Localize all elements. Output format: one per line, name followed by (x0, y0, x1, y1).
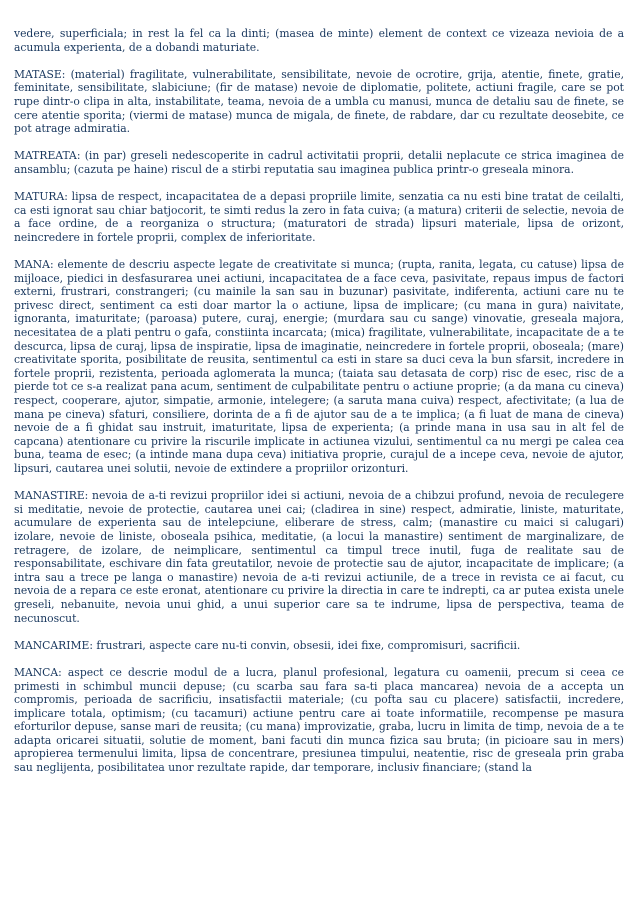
document-page (14, 27, 624, 775)
entry-matreata: MATREATA: (in par) greseli nedescoperite in cadrul activitatii proprii, detalii neplacute ce strica imaginea de ansamblu; (cazuta pe haine) riscul de a stirbi reputatia sau imaginea publica printr-o greseala minora. (14, 149, 624, 176)
entry-manastire: MANASTIRE: nevoia de a-ti revizui propriilor idei si actiuni, nevoia de a chibzui profund, nevoia de reculegere si meditatie, nevoie de protectie, cautarea unei cai; (cladirea in sine) respect, admiratie, liniste, maturitate, acumulare de experienta sau de intelepciune, eliberare de stress, calm; (manastire cu maici si calugari) izolare, nevoie de liniste, oboseala psihica, meditatie, (a locui la manastire) sentiment de marginalizare, de retragere, de izolare, de neimplicare, sentimentul ca timpul trece inutil, fuga de realitate sau de responsabilitate, eschivare din fata greutatilor, nevoie de protectie sau de ajutor, incapacitate de implicare; (a intra sau a trece pe langa o manastire) nevoia de a-ti revizui actiunile, de a trece in revista ce ai facut, cu nevoia de a repara ce este eronat, atentionare cu privire la directia in care te indrepti, ca ar putea exista unele greseli, nebanuite, nevoia unui ghid, a unui superior care sa te indrume, lipsa de perspectiva, teama de necunoscut. (14, 489, 624, 625)
entry-mancarime: MANCARIME: frustrari, aspecte care nu-ti convin, obsesii, idei fixe, compromisuri, sacrificii. (14, 638, 521, 652)
entry-masea-continued: vedere, superficiala; in rest la fel ca la dinti; (masea de minte) element de context ce vizeaza nevioia de a acumula experienta, de a dobandi maturiate. (14, 27, 624, 54)
entry-mana: MANA: elemente de descriu aspecte legate de creativitate si munca; (rupta, ranita, legata, cu catuse) lipsa de mijloace, piedici in desfasurarea unei actiuni, incapacitatea de a face ceva, pasivitate, repaus impus de factori externi, frustrari, constrangeri; (cu mainile la san sau in buzunar) pasivitate, indiferenta, actiuni care nu te privesc direct, sentiment ca esti doar martor la o actiune, lipsa de implicare; (cu mana in gura) naivitate, ignoranta, imaturitate; (paroasa) putere, curaj, energie; (murdara sau cu sange) vinovatie, greseala majora, necesitatea de a plati pentru o gafa, constiinta incarcata; (mica) fragilitate, vulnerabilitate, incapacitate de a te descurca, lipsa de curaj, lipsa de inspiratie, lipsa de imaginatie, neincredere in fortele proprii, oboseala; (mare) creativitate sporita, posibilitate de reusita, sentimentul ca esti in stare sa duci ceva la bun sfarsit, incredere in fortele proprii, rezistenta, perioada aglomerata la munca; (taiata sau detasata de corp) risc de esec, risc de a pierde tot ce s-a realizat pana acum, sentiment de culpabilitate pentru o actiune proprie; (a da mana cu cineva) respect, cooperare, ajutor, simpatie, armonie, intelegere; (a saruta mana cuiva) respect, afectivitate; (a lua de mana pe cineva) sfaturi, consiliere, dorinta de a fi de ajutor sau de a te implica; (a fi luat de mana de cineva) nevoie de a fi ghidat sau instruit, imaturitate, lipsa de experienta; (a prinde mana in usa sau in alt fel de capcana) atentionare cu privire la riscurile implicate in actiunea vizului, sentimentul ca nu mergi pe calea cea buna, teama de esec; (a intinde mana dupa ceva) initiativa proprie, curajul de a incepe ceva, nevoie de ajutor, lipsuri, cautarea unei solutii, nevoie de extindere a propriilor orizonturi. (14, 258, 624, 475)
entry-matura: MATURA: lipsa de respect, incapacitatea de a depasi propriile limite, senzatia ca nu esti bine tratat de ceilalti, ca esti ignorat sau chiar batjocorit, te simti redus la zero in fata cuiva; (a matura) criterii de selectie, nevoia de a face ordine, de a reorganiza o structura; (maturatori de strada) lipsuri materiale, lipsa de orizont, neincredere in fortele proprii, complex de inferioritate. (14, 190, 624, 244)
entry-matase: MATASE: (material) fragilitate, vulnerabilitate, sensibilitate, nevoie de ocrotire, grija, atentie, finete, gratie, feminitate, sensibilitate, slabiciune; (fir de matase) nevoie de diplomatie, politete, actiuni fragile, care se pot rupe dintr-o clipa in alta, instabilitate, teama, nevoia de a umbla cu manusi, munca de detaliu sau de finete, se cere atentie sporita; (viermi de matase) munca de migala, de finete, de rabdare, dar cu rezultate deosebite, ce pot atrage admiratia. (14, 67, 624, 136)
entry-manca: MANCA: aspect ce descrie modul de a lucra, planul profesional, legatura cu oamenii, precum si ceea ce primesti in schimbul muncii depuse; (cu scarba sau fara sa-ti placa mancarea) nevoia de a accepta un compromis, perioada de sacrificiu, insatisfactii materiale; (cu pofta sau cu placere) satisfactii, incredere, implicare totala, optimism; (cu tacamuri) actiune pentru care ai toate informatiile, recompense pe masura eforturilor depuse, sanse mari de reusita; (cu mana) improvizatie, graba, lucru in limita de timp, nevoia de a te adapta oricarei situatii, solutie de moment, bani facuti din munca fizica sau bruta; (in picioare sau in mers) apropierea termenului limita, lipsa de concentrare, presiunea timpului, neatentie, risc de greseala prin graba sau neglijenta, posibilitatea unor rezultate rapide, dar temporare, inclusiv financiare; (stand la (14, 665, 624, 775)
